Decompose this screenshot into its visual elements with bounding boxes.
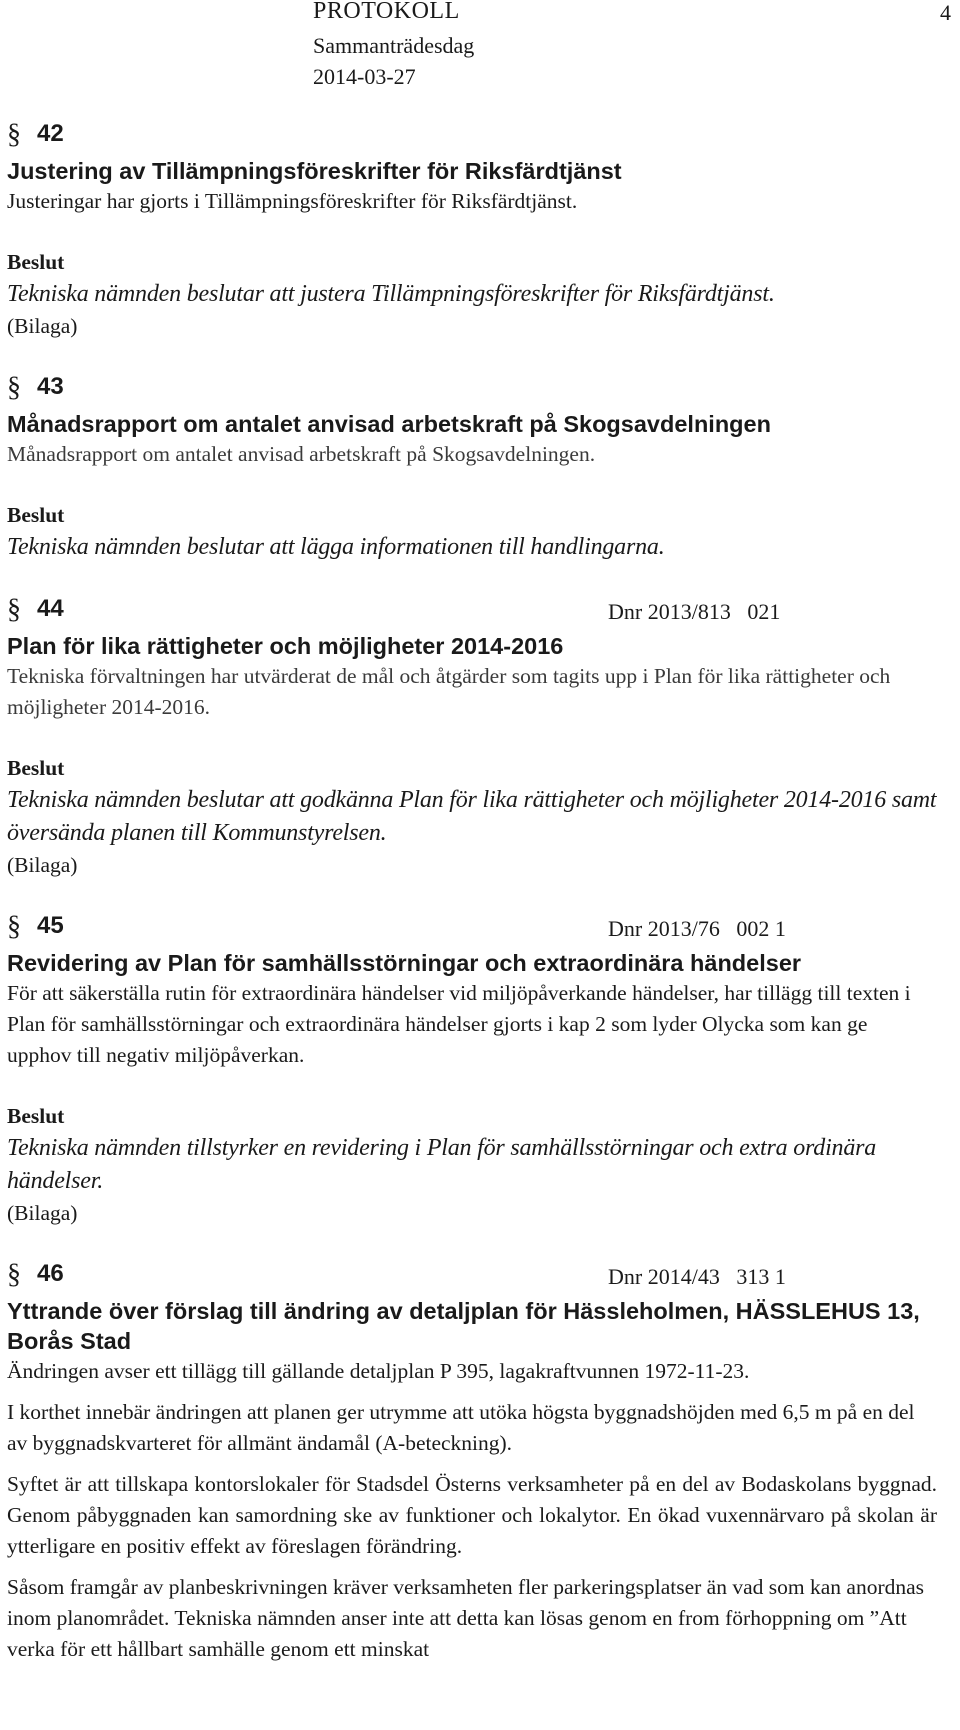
section-heading [7,908,937,948]
section-heading [7,116,937,156]
section-paragraph: Såsom framgår av planbeskrivningen kräver verksamheten fler parkeringsplatser än vad som kan anordnas inom planområdet. Tekniska nämnden anser inte att detta kan lösas genom en from förhoppning om ”Att verka för ett hållbart samhälle genom ett minskat [7,1575,925,1661]
decision-text: Tekniska nämnden beslutar att godkänna Plan för lika rättigheter och möjligheter 2014-2016 samt översända planen till Kommunstyrelsen. [7,787,937,846]
decision-label: Beslut [7,1104,65,1128]
section-body: För att säkerställa rutin för extraordinära händelser vid miljöpåverkande händelser, har tillägg till texten i Plan för samhällsstörningar och extraordinära händelser gjorts i kap 2 som lyder Olycka som kan ge upphov till negativ miljöpåverkan. [7,981,911,1067]
decision-label: Beslut [7,756,65,780]
section-heading [7,591,937,631]
meeting-label: Sammanträdesdag [313,33,475,58]
section-paragraph: Ändringen avser ett tillägg till gällande detaljplan P 395, lagakraftvunnen 1972-11-23. [7,1359,750,1383]
decision-label: Beslut [7,503,65,527]
section-number: 45 [37,912,64,939]
section-title: Plan för lika rättigheter och möjligheter 2014-2016 [7,633,564,659]
section-title: Justering av Tillämpningsföreskrifter för Riksfärdtjänst [7,158,622,184]
page-number: 4 [940,0,951,25]
attachment-note: (Bilaga) [7,853,78,877]
section-42 [7,116,937,342]
attachment-note: (Bilaga) [7,314,78,338]
diary-number: Dnr 2014/43 313 1 [608,1264,786,1289]
meeting-date: 2014-03-27 [313,64,416,89]
section-paragraph: Syftet är att tillskapa kontorslokaler för Stadsdel Österns verksamheter på en del av Bodaskolans byggnad. Genom påbyggnaden kan samordning ske av funktioner och lokalytor. En ökad vuxennärvaro på skolan är ytterligare en positiv effekt av föreslagen förändring. [7,1472,937,1558]
paragraph-symbol: § [7,911,21,942]
diary-number: Dnr 2013/813 021 [608,599,781,624]
section-body: Justeringar har gjorts i Tillämpningsföreskrifter för Riksfärdtjänst. [7,189,578,213]
section-45 [7,908,937,1229]
section-title: Yttrande över förslag till ändring av detaljplan för Hässleholmen, HÄSSLEHUS 13, Borås Stad [7,1298,920,1354]
section-number: 44 [37,595,64,622]
paragraph-symbol: § [7,372,21,403]
section-body: Månadsrapport om antalet anvisad arbetskraft på Skogsavdelningen. [7,442,596,466]
section-heading [7,1256,937,1296]
document-type: PROTOKOLL [313,0,460,24]
section-number: 46 [37,1260,64,1287]
paragraph-symbol: § [7,594,21,625]
section-body: Tekniska förvaltningen har utvärderat de mål och åtgärder som tagits upp i Plan för lika rättigheter och möjligheter 2014-2016. [7,664,891,719]
section-number: 43 [37,373,64,400]
diary-number: Dnr 2013/76 002 1 [608,916,786,941]
section-number: 42 [37,120,64,147]
protocol-body [7,116,937,1665]
section-43 [7,369,937,564]
decision-text: Tekniska nämnden tillstyrker en revidering i Plan för samhällsstörningar och extra ordinära händelser. [7,1135,877,1194]
section-title: Revidering av Plan för samhällsstörningar och extraordinära händelser [7,950,802,976]
section-44 [7,591,937,881]
section-title: Månadsrapport om antalet anvisad arbetskraft på Skogsavdelningen [7,411,771,437]
attachment-note: (Bilaga) [7,1201,78,1225]
section-paragraph: I korthet innebär ändringen att planen ger utrymme att utöka högsta byggnadshöjden med 6,5 m på en del av byggnadskvarteret för allmänt ändamål (A-beteckning). [7,1400,915,1455]
decision-text: Tekniska nämnden beslutar att justera Tillämpningsföreskrifter för Riksfärdtjänst. [7,281,775,307]
section-heading [7,369,937,409]
decision-label: Beslut [7,250,65,274]
decision-text: Tekniska nämnden beslutar att lägga informationen till handlingarna. [7,534,665,560]
paragraph-symbol: § [7,119,21,150]
paragraph-symbol: § [7,1259,21,1290]
section-46 [7,1256,937,1665]
